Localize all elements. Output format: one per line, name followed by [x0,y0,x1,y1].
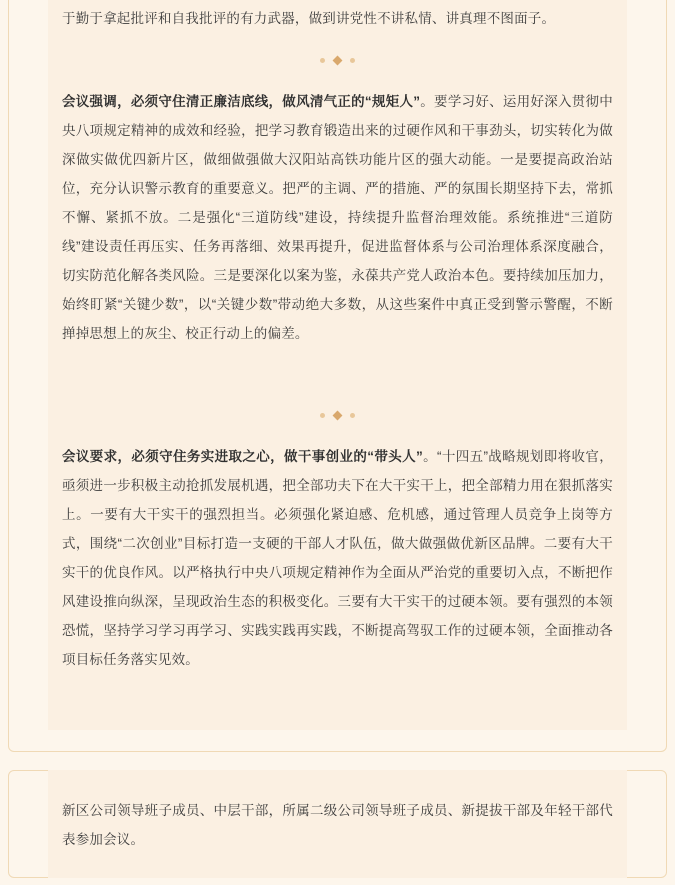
divider-diamond-icon [333,410,343,420]
ornament-divider-2 [62,388,613,442]
attendees-panel [48,770,627,878]
divider-dot-right-icon [350,413,355,418]
paragraph-discipline [62,87,613,348]
divider-dot-left-icon [320,413,325,418]
divider-dot-left-icon [320,58,325,63]
paragraph-attendees: 新区公司领导班子成员、中层干部，所属二级公司领导班子成员、新提拔干部及年轻干部代表参加会议。 [62,803,613,847]
paragraph-enterprise-text: 。“十四五”战略规划即将收官，亟须进一步积极主动抢抓发展机遇，把全部功夫下在大干实干上，把全部精力用在狠抓落实上。一要有大干实干的强烈担当。必须强化紧迫感、危机感，通过管理人员竞争上岗等方式，围绕“二次创业”目标打造一支硬的干部人才队伍，做大做强做优新区品牌。二要有大干实干的优良作风。以严格执行中央八项规定精神作为全面从严治党的重要切入点，不断把作风建设推向纵深，呈现政治生态的积极变化。三要有大干实干的过硬本领。要有强烈的本领恐慌，坚持学习学习再学习、实践实践再实践，不断提高驾驭工作的过硬本领，全面推动各项目标任务落实见效。 [62,449,613,667]
paragraph-opening [62,0,613,33]
ornament-divider-1 [62,33,613,87]
paragraph-opening-text: 于勤于拿起批评和自我批评的有力武器，做到讲党性不讲私情、讲真理不图面子。 [62,11,556,26]
paragraph-enterprise-lead: 会议要求，必须守住务实进取之心，做干事创业的“带头人” [62,449,423,464]
paragraph-discipline-lead: 会议强调，必须守住清正廉洁底线，做风清气正的“规矩人” [62,94,421,109]
article-body [48,0,627,674]
divider-diamond-icon [333,55,343,65]
paragraph-discipline-text: 。要学习好、运用好深入贯彻中央八项规定精神的成效和经验，把学习教育锻造出来的过硬作风和干事劲头，切实转化为做深做实做优四新片区，做细做强做大汉阳站高铁功能片区的强大动能。一是要提高政治站位，充分认识警示教育的重要意义。把严的主调、严的措施、严的氛围长期坚持下去，常抓不懈、紧抓不放。二是强化“三道防线”建设，持续提升监督治理效能。系统推进“三道防线”建设责任再压实、任务再落细、效果再提升，促进监督体系与公司治理体系深度融合，切实防范化解各类风险。三是要深化以案为鉴，永葆共产党人政治本色。要持续加压加力，始终盯紧“关键少数”，以“关键少数”带动绝大多数，从这些案件中真正受到警示警醒，不断掸掉思想上的灰尘、校正行动上的偏差。 [62,94,613,341]
divider-dot-right-icon [350,58,355,63]
paragraph-enterprise [62,442,613,674]
paragraph-gap [62,348,613,388]
